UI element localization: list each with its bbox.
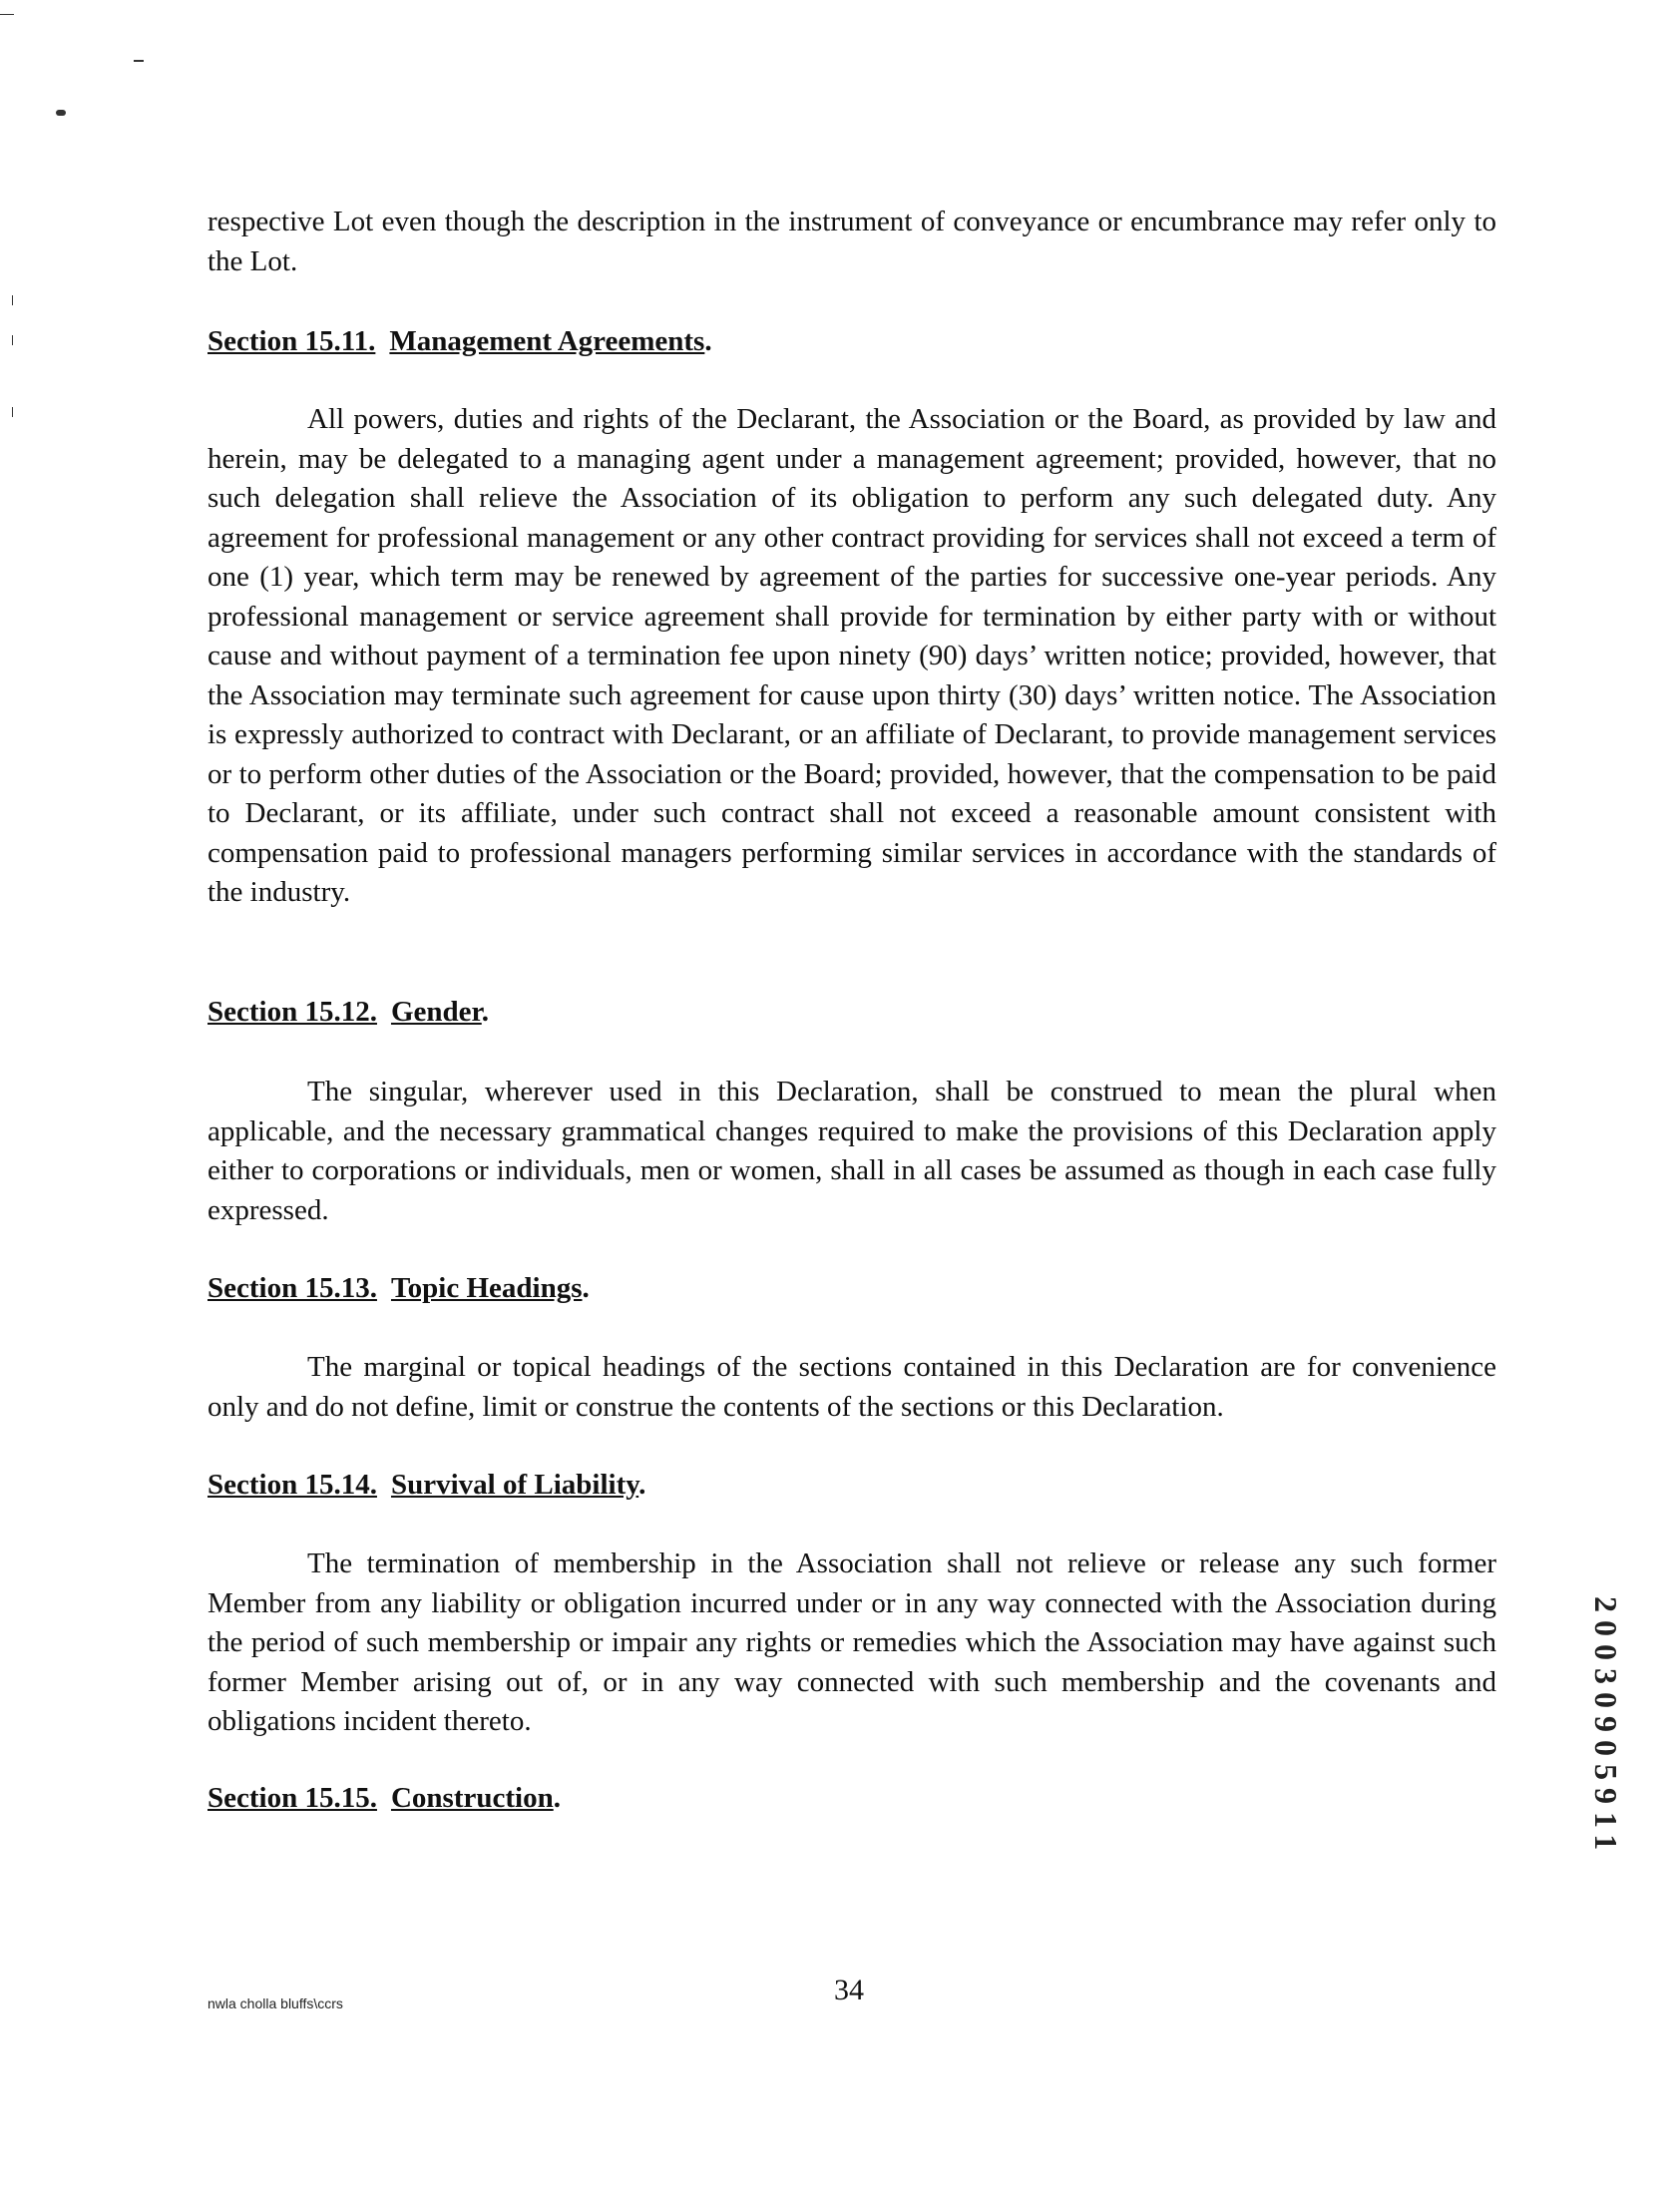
section-heading-15-11: Section 15.11. Management Agreements.	[208, 325, 712, 357]
section-body-15-11: All powers, duties and rights of the Declarant, the Association or the Board, as provided by law and herein, may be delegated to a managing agent under a management agreement; provided, however, that no such delegation shall relieve the Association of its obligation to perform any such delegated duty. Any agreement for professional management or any other contract providing for services shall not exceed a term of one (1) year, which term may be renewed by agreement of the parties for successive one-year periods. Any professional management or service agreement shall provide for termination by either party with or without cause and without payment of a termination fee upon ninety (90) days’ written notice; provided, however, that the Association may terminate such agreement for cause upon thirty (30) days’ written notice. The Association is expressly authorized to contract with Declarant, or an affiliate of Declarant, to provide management services or to perform other duties of the Association or the Board; provided, however, that the compensation to be paid to Declarant, or its affiliate, under such contract shall not exceed a reasonable amount consistent with compensation paid to professional managers performing similar services in accordance with the standards of the industry.	[208, 403, 1496, 908]
continuation-paragraph: respective Lot even though the description in the instrument of conveyance or encumbrance may refer only to the Lot.	[208, 206, 1496, 277]
recording-number: 20030905911	[1588, 1596, 1624, 1859]
section-title: Gender	[390, 996, 482, 1028]
section-title: Topic Headings	[390, 1272, 583, 1304]
section-number: Section 15.15.	[208, 1782, 377, 1814]
section-title: Management Agreements	[389, 325, 705, 357]
footer-file-path: nwla cholla bluffs\ccrs	[208, 1995, 343, 2011]
scan-mark	[56, 110, 66, 116]
scan-mark	[12, 407, 13, 417]
scan-mark	[0, 14, 14, 15]
section-heading-15-14: Section 15.14. Survival of Liability.	[208, 1469, 646, 1501]
section-heading-15-12: Section 15.12. Gender.	[208, 996, 489, 1028]
section-number: Section 15.14.	[208, 1469, 377, 1501]
scan-mark	[134, 60, 144, 62]
section-number: Section 15.11.	[208, 325, 376, 357]
section-title: Survival of Liability	[390, 1469, 639, 1501]
section-heading-15-15: Section 15.15. Construction.	[208, 1782, 561, 1814]
page-number: 34	[834, 1974, 864, 2006]
section-number: Section 15.12.	[208, 996, 377, 1028]
section-body-15-14: The termination of membership in the Association shall not relieve or release any such former Member from any liability or obligation incurred under or in any way connected with the Association during the period of such membership or impair any rights or remedies which the Association may have against such former Member arising out of, or in any way connected with such membership and the covenants and obligations incident thereto.	[208, 1547, 1496, 1737]
section-title: Construction	[390, 1782, 554, 1814]
section-body-15-12: The singular, wherever used in this Declaration, shall be construed to mean the plural when applicable, and the necessary grammatical changes required to make the provisions of this Declaration apply either to corporations or individuals, men or women, shall in all cases be assumed as though in each case fully expressed.	[208, 1076, 1496, 1226]
section-body-15-13: The marginal or topical headings of the sections contained in this Declaration are for convenience only and do not define, limit or construe the contents of the sections or this Declaration.	[208, 1351, 1496, 1423]
section-heading-15-13: Section 15.13. Topic Headings.	[208, 1272, 590, 1304]
scan-mark	[12, 295, 13, 305]
section-number: Section 15.13.	[208, 1272, 377, 1304]
scan-mark	[12, 335, 13, 345]
